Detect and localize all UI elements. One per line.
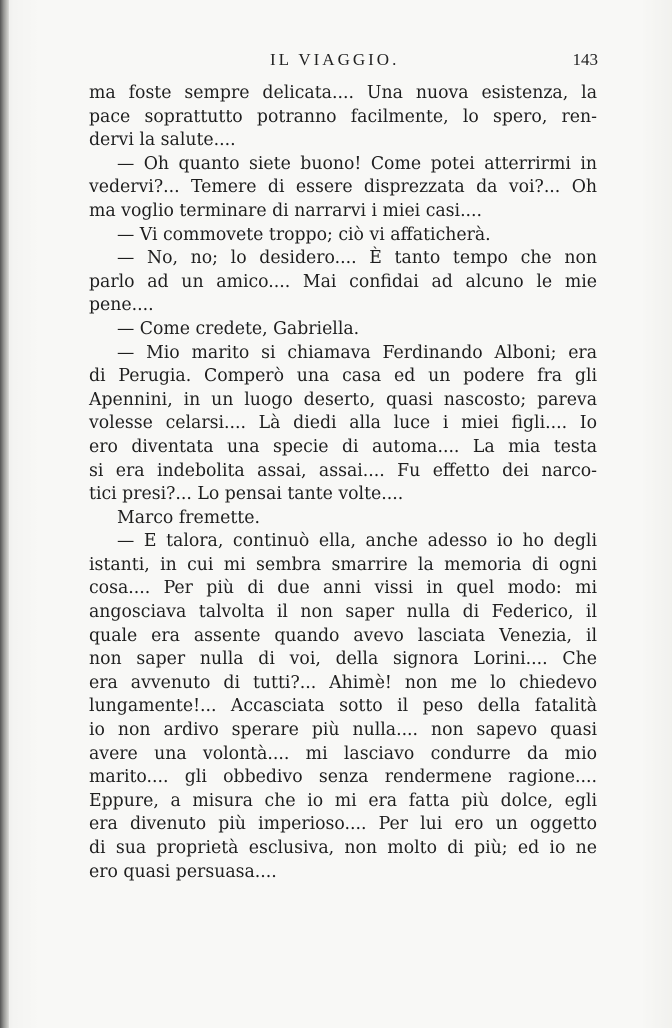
text-line: parlo ad un amico.... Mai confidai ad alcuno le mie (89, 271, 597, 292)
text-line: Apennini, in un luogo deserto, quasi nascosto; pareva (89, 389, 597, 410)
text-line: istanti, in cui mi sembra smarrire la memoria di ogni (89, 554, 597, 575)
text-line: Marco fremette. (117, 507, 260, 528)
text-line: tici presi?... Lo pensai tante volte.... (89, 484, 404, 505)
body-text (89, 82, 597, 884)
text-line: era avvenuto di tutti?... Ahimè! non me lo chiedevo (89, 672, 597, 693)
text-line: di Perugia. Comperò una casa ed un podere fra gli (89, 366, 597, 387)
text-line: cosa.... Per più di due anni vissi in quel modo: mi (89, 578, 597, 599)
text-line: era divenuto più imperioso.... Per lui ero un oggetto (89, 814, 597, 835)
text-line: volesse celarsi.... Là diedi alla luce i miei figli.... Io (89, 413, 597, 434)
text-line: ero diventata una specie di automa.... La mia testa (89, 436, 597, 457)
text-line: ero quasi persuasa.... (89, 861, 277, 882)
running-title: IL VIAGGIO. (270, 50, 400, 69)
page-number: 143 (572, 50, 598, 69)
text-line: vedervi?... Temere di essere disprezzata da voi?... Oh (89, 177, 597, 198)
text-line: marito.... gli obbedivo senza rendermene ragione.... (89, 767, 597, 788)
text-line: Eppure, a misura che io mi era fatta più dolce, egli (89, 790, 597, 811)
text-line: lungamente!... Accasciata sotto il peso della fatalità (89, 696, 597, 717)
text-line: avere una volontà.... mi lasciavo condurre da mio (89, 743, 597, 764)
text-line: — E talora, continuò ella, anche adesso io ho degli (117, 531, 597, 552)
text-line: — Vi commovete troppo; ciò vi affaticherà. (117, 224, 491, 245)
book-spine-shadow (0, 0, 9, 1028)
text-line: si era indebolita assai, assai.... Fu effetto dei narco- (89, 460, 597, 481)
text-line: dervi la salute.... (89, 130, 236, 151)
text-line: non saper nulla di voi, della signora Lorini.... Che (89, 649, 597, 670)
text-line: pace soprattutto potranno facilmente, lo spero, ren- (89, 106, 597, 127)
text-line: pene.... (89, 295, 154, 316)
text-line: — Oh quanto siete buono! Come potei atterrirmi in (117, 153, 597, 174)
text-line: — Mio marito si chiamava Ferdinando Alboni; era (117, 342, 597, 363)
text-line: di sua proprietà esclusiva, non molto di più; ed io ne (89, 838, 597, 858)
text-line: quale era assente quando avevo lasciata Venezia, il (89, 625, 597, 646)
text-line: angosciava talvolta il non saper nulla di Federico, il (89, 602, 597, 623)
page-header (88, 50, 598, 74)
text-line: io non ardivo sperare più nulla.... non sapevo quasi (89, 720, 597, 741)
text-line: — No, no; lo desidero.... È tanto tempo che non (117, 248, 597, 269)
text-line: — Come credete, Gabriella. (117, 318, 360, 339)
text-line: ma voglio terminare di narrarvi i miei casi.... (89, 200, 483, 221)
text-line: ma foste sempre delicata.... Una nuova esistenza, la (89, 83, 597, 103)
